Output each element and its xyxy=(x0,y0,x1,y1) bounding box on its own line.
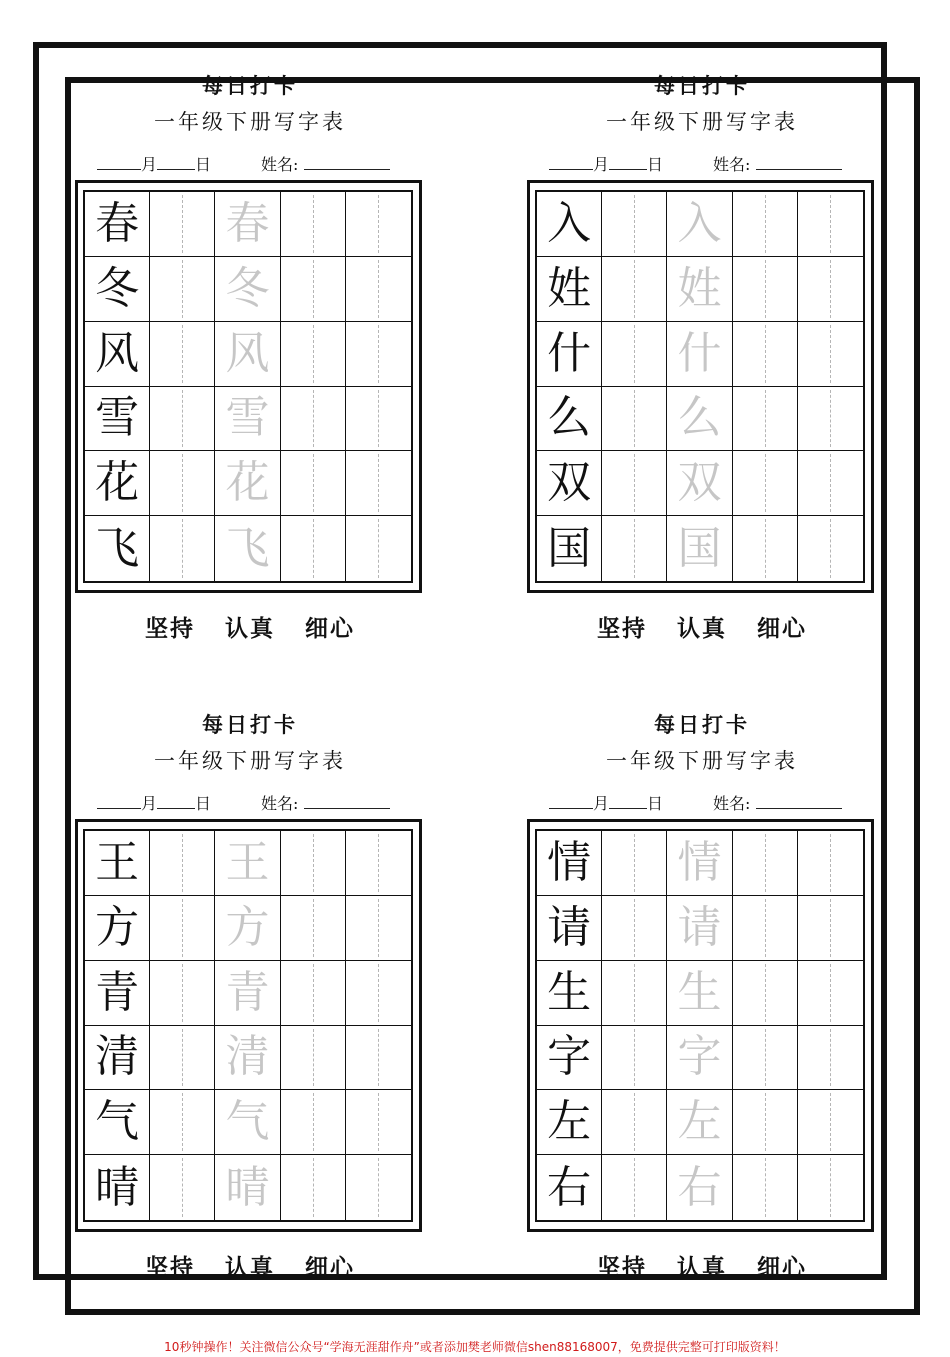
practice-cell[interactable] xyxy=(733,961,798,1026)
practice-cell[interactable] xyxy=(281,896,346,961)
sheet-subtitle: 一年级下册写字表 xyxy=(154,749,346,773)
practice-cell[interactable] xyxy=(798,257,863,322)
practice-cell[interactable] xyxy=(150,192,215,257)
practice-cell[interactable] xyxy=(602,387,667,452)
trace-character[interactable]: 双 xyxy=(667,451,732,516)
practice-cell[interactable] xyxy=(281,387,346,452)
day-label: 日 xyxy=(195,794,212,813)
practice-cell[interactable] xyxy=(346,1090,411,1155)
trace-character[interactable]: 请 xyxy=(667,896,732,961)
trace-character[interactable]: 飞 xyxy=(215,516,280,581)
name-blank[interactable] xyxy=(304,794,390,809)
practice-cell[interactable] xyxy=(602,516,667,581)
name-blank[interactable] xyxy=(756,155,842,170)
practice-cell[interactable] xyxy=(281,322,346,387)
practice-cell[interactable] xyxy=(150,322,215,387)
trace-character[interactable]: 入 xyxy=(667,192,732,257)
sheet-subtitle: 一年级下册写字表 xyxy=(606,749,798,773)
practice-cell[interactable] xyxy=(602,896,667,961)
writing-grid-border xyxy=(527,819,874,1232)
writing-grid-border xyxy=(527,180,874,593)
name-label: 姓名: xyxy=(713,155,751,174)
practice-cell[interactable] xyxy=(346,257,411,322)
practice-cell[interactable] xyxy=(150,1090,215,1155)
practice-cell[interactable] xyxy=(346,961,411,1026)
practice-cell[interactable] xyxy=(281,1090,346,1155)
practice-cell[interactable] xyxy=(281,451,346,516)
model-character: 王 xyxy=(85,831,150,896)
motto-word: 坚持 xyxy=(145,615,195,642)
practice-cell[interactable] xyxy=(798,831,863,896)
practice-cell[interactable] xyxy=(798,516,863,581)
model-character: 风 xyxy=(85,322,150,387)
practice-cell[interactable] xyxy=(733,192,798,257)
practice-cell[interactable] xyxy=(281,831,346,896)
practice-cell[interactable] xyxy=(281,1026,346,1091)
trace-character[interactable]: 雪 xyxy=(215,387,280,452)
day-blank[interactable] xyxy=(157,155,195,170)
trace-character[interactable]: 冬 xyxy=(215,257,280,322)
motto-word: 认真 xyxy=(677,615,727,642)
trace-character[interactable]: 风 xyxy=(215,322,280,387)
motto-line xyxy=(527,1249,877,1282)
trace-character[interactable]: 气 xyxy=(215,1090,280,1155)
day-blank[interactable] xyxy=(609,794,647,809)
model-character: 姓 xyxy=(537,257,602,322)
practice-cell[interactable] xyxy=(281,961,346,1026)
motto-word: 细心 xyxy=(305,615,355,642)
model-character: 晴 xyxy=(85,1155,150,1220)
trace-character[interactable]: 姓 xyxy=(667,257,732,322)
practice-cell[interactable] xyxy=(733,516,798,581)
motto-word: 坚持 xyxy=(597,1254,647,1281)
practice-cell[interactable] xyxy=(733,1155,798,1220)
writing-grid xyxy=(83,829,413,1222)
practice-cell[interactable] xyxy=(798,387,863,452)
motto-line xyxy=(75,1249,425,1282)
day-label: 日 xyxy=(195,155,212,174)
month-blank[interactable] xyxy=(97,794,141,809)
day-blank[interactable] xyxy=(609,155,647,170)
practice-cell[interactable] xyxy=(346,322,411,387)
sheet-title: 每日打卡 xyxy=(202,712,298,737)
practice-cell[interactable] xyxy=(346,1155,411,1220)
model-character: 双 xyxy=(537,451,602,516)
model-character: 入 xyxy=(537,192,602,257)
practice-cell[interactable] xyxy=(346,896,411,961)
practice-cell[interactable] xyxy=(346,831,411,896)
practice-cell[interactable] xyxy=(346,387,411,452)
practice-cell[interactable] xyxy=(733,831,798,896)
practice-cell[interactable] xyxy=(150,1155,215,1220)
model-character: 情 xyxy=(537,831,602,896)
practice-cell[interactable] xyxy=(346,451,411,516)
model-character: 生 xyxy=(537,961,602,1026)
motto-word: 细心 xyxy=(757,615,807,642)
practice-cell[interactable] xyxy=(602,192,667,257)
trace-character[interactable]: 字 xyxy=(667,1026,732,1091)
practice-cell[interactable] xyxy=(150,896,215,961)
date-name-line xyxy=(97,791,427,814)
motto-word: 坚持 xyxy=(145,1254,195,1281)
sheet-title: 每日打卡 xyxy=(654,712,750,737)
practice-cell[interactable] xyxy=(602,451,667,516)
practice-cell[interactable] xyxy=(798,1026,863,1091)
model-character: 清 xyxy=(85,1026,150,1091)
practice-cell[interactable] xyxy=(602,257,667,322)
writing-grid xyxy=(535,829,865,1222)
practice-cell[interactable] xyxy=(798,192,863,257)
practice-cell[interactable] xyxy=(733,387,798,452)
date-name-line xyxy=(549,791,879,814)
motto-line xyxy=(527,610,877,643)
month-label: 月 xyxy=(141,155,158,174)
practice-cell[interactable] xyxy=(281,1155,346,1220)
model-character: 请 xyxy=(537,896,602,961)
model-character: 什 xyxy=(537,322,602,387)
practice-cell[interactable] xyxy=(150,961,215,1026)
model-character: 气 xyxy=(85,1090,150,1155)
practice-cell[interactable] xyxy=(346,192,411,257)
practice-cell[interactable] xyxy=(733,1026,798,1091)
practice-cell[interactable] xyxy=(150,1026,215,1091)
practice-cell[interactable] xyxy=(798,961,863,1026)
practice-cell[interactable] xyxy=(733,451,798,516)
model-character: 春 xyxy=(85,192,150,257)
practice-cell[interactable] xyxy=(346,516,411,581)
motto-word: 认真 xyxy=(225,615,275,642)
sheet-title: 每日打卡 xyxy=(654,73,750,98)
motto-word: 认真 xyxy=(677,1254,727,1281)
date-name-line xyxy=(549,152,879,175)
practice-cell[interactable] xyxy=(733,896,798,961)
model-character: 雪 xyxy=(85,387,150,452)
practice-cell[interactable] xyxy=(602,322,667,387)
name-label: 姓名: xyxy=(261,794,299,813)
name-label: 姓名: xyxy=(713,794,751,813)
model-character: 方 xyxy=(85,896,150,961)
model-character: 么 xyxy=(537,387,602,452)
month-label: 月 xyxy=(593,794,610,813)
model-character: 国 xyxy=(537,516,602,581)
motto-word: 认真 xyxy=(225,1254,275,1281)
writing-grid-border xyxy=(75,819,422,1232)
footer-promo-text: 10秒钟操作！关注微信公众号“学海无涯甜作舟”或者添加樊老师微信shen88168007，免费提供完整可打印版资料！ xyxy=(164,1340,786,1354)
month-blank[interactable] xyxy=(549,794,593,809)
name-label: 姓名: xyxy=(261,155,299,174)
month-label: 月 xyxy=(593,155,610,174)
date-name-line xyxy=(97,152,427,175)
practice-cell[interactable] xyxy=(798,322,863,387)
day-blank[interactable] xyxy=(157,794,195,809)
practice-cell[interactable] xyxy=(150,257,215,322)
trace-character[interactable]: 花 xyxy=(215,451,280,516)
writing-grid-border xyxy=(75,180,422,593)
model-character: 字 xyxy=(537,1026,602,1091)
month-label: 月 xyxy=(141,794,158,813)
month-blank[interactable] xyxy=(97,155,141,170)
motto-line xyxy=(75,610,425,643)
practice-cell[interactable] xyxy=(798,1090,863,1155)
practice-cell[interactable] xyxy=(798,451,863,516)
practice-cell[interactable] xyxy=(281,516,346,581)
trace-character[interactable]: 王 xyxy=(215,831,280,896)
trace-character[interactable]: 方 xyxy=(215,896,280,961)
sheet-subtitle: 一年级下册写字表 xyxy=(154,110,346,134)
model-character: 青 xyxy=(85,961,150,1026)
practice-cell[interactable] xyxy=(602,1026,667,1091)
trace-character[interactable]: 生 xyxy=(667,961,732,1026)
sheet-title: 每日打卡 xyxy=(202,73,298,98)
practice-cell[interactable] xyxy=(733,1090,798,1155)
practice-cell[interactable] xyxy=(602,1090,667,1155)
practice-cell[interactable] xyxy=(150,451,215,516)
model-character: 花 xyxy=(85,451,150,516)
practice-cell[interactable] xyxy=(281,257,346,322)
practice-cell[interactable] xyxy=(346,1026,411,1091)
practice-cell[interactable] xyxy=(733,322,798,387)
motto-word: 细心 xyxy=(305,1254,355,1281)
practice-cell[interactable] xyxy=(602,1155,667,1220)
trace-character[interactable]: 么 xyxy=(667,387,732,452)
practice-cell[interactable] xyxy=(798,896,863,961)
writing-grid xyxy=(83,190,413,583)
sheet-subtitle: 一年级下册写字表 xyxy=(606,110,798,134)
model-character: 冬 xyxy=(85,257,150,322)
practice-cell[interactable] xyxy=(733,257,798,322)
month-blank[interactable] xyxy=(549,155,593,170)
trace-character[interactable]: 国 xyxy=(667,516,732,581)
trace-character[interactable]: 春 xyxy=(215,192,280,257)
day-label: 日 xyxy=(647,155,664,174)
motto-word: 坚持 xyxy=(597,615,647,642)
trace-character[interactable]: 情 xyxy=(667,831,732,896)
day-label: 日 xyxy=(647,794,664,813)
trace-character[interactable]: 右 xyxy=(667,1155,732,1220)
model-character: 飞 xyxy=(85,516,150,581)
trace-character[interactable]: 左 xyxy=(667,1090,732,1155)
model-character: 左 xyxy=(537,1090,602,1155)
practice-cell[interactable] xyxy=(150,831,215,896)
name-blank[interactable] xyxy=(304,155,390,170)
trace-character[interactable]: 晴 xyxy=(215,1155,280,1220)
motto-word: 细心 xyxy=(757,1254,807,1281)
practice-cell[interactable] xyxy=(150,387,215,452)
practice-cell[interactable] xyxy=(281,192,346,257)
writing-grid xyxy=(535,190,865,583)
practice-cell[interactable] xyxy=(602,961,667,1026)
trace-character[interactable]: 什 xyxy=(667,322,732,387)
practice-cell[interactable] xyxy=(798,1155,863,1220)
practice-cell[interactable] xyxy=(150,516,215,581)
practice-cell[interactable] xyxy=(602,831,667,896)
trace-character[interactable]: 清 xyxy=(215,1026,280,1091)
model-character: 右 xyxy=(537,1155,602,1220)
name-blank[interactable] xyxy=(756,794,842,809)
trace-character[interactable]: 青 xyxy=(215,961,280,1026)
